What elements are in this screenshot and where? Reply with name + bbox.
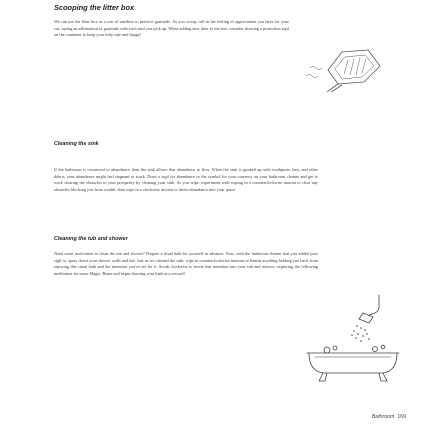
- bathtub-illustration: [297, 293, 409, 385]
- section-heading-litter-box: Scooping the litter box: [54, 3, 135, 12]
- litter-scoop-illustration: [298, 48, 384, 92]
- footer-section-label: Bathroom: [371, 414, 395, 420]
- page-number: 169: [397, 414, 406, 420]
- section-body-litter-box: We can use the litter box as a sort of sandbox to practice gratitude. As you scoop, call in the feeling of appreciation you have for your cat, saying an affirmation of gratitude with each turd you pick up. When adding new litter to the box, consider drawing a protection sigil on the container to keep your kitty safe and happy!: [54, 19, 289, 38]
- page-footer: [372, 414, 406, 420]
- section-body-tub: Need some motivation to clean the tub and shower? Prepare a ritual bath for yourself in advance. Now, with the bathroom cleaner that you added your sigil to, spray down your shower walls and tub. Just as we cleaned the sink, wipe in counterclockwise motions to banish anything holding you back from enjoying this ritual bath and the intention you've set for it. Scrub clockwise to invite that intention into your tub and shower, exploring the following meditation for more Magic. Rinse and begin drawing your bath as a reward!: [54, 251, 318, 277]
- section-heading-sink: Cleaning the sink: [54, 141, 99, 147]
- section-body-sink: If the bathroom is connected to abundance, then the sink allows that abundance to flow. When the sink is gunked up with toothpaste, hair, and other debris, your abundance might feel stagnant or stuck. Draw a sigil for abundance or the symbol for your currency on your bathroom cleaner and get to work clearing the obstacles to your prosperity by cleaning your sink. As you wipe, experiment with wiping in a counterclockwise motion to clear any obstacles blocking you from wealth, then wipe in a clockwise motion to invite abundance into your space.: [54, 167, 318, 193]
- section-heading-tub: Cleaning the tub and shower: [54, 236, 128, 242]
